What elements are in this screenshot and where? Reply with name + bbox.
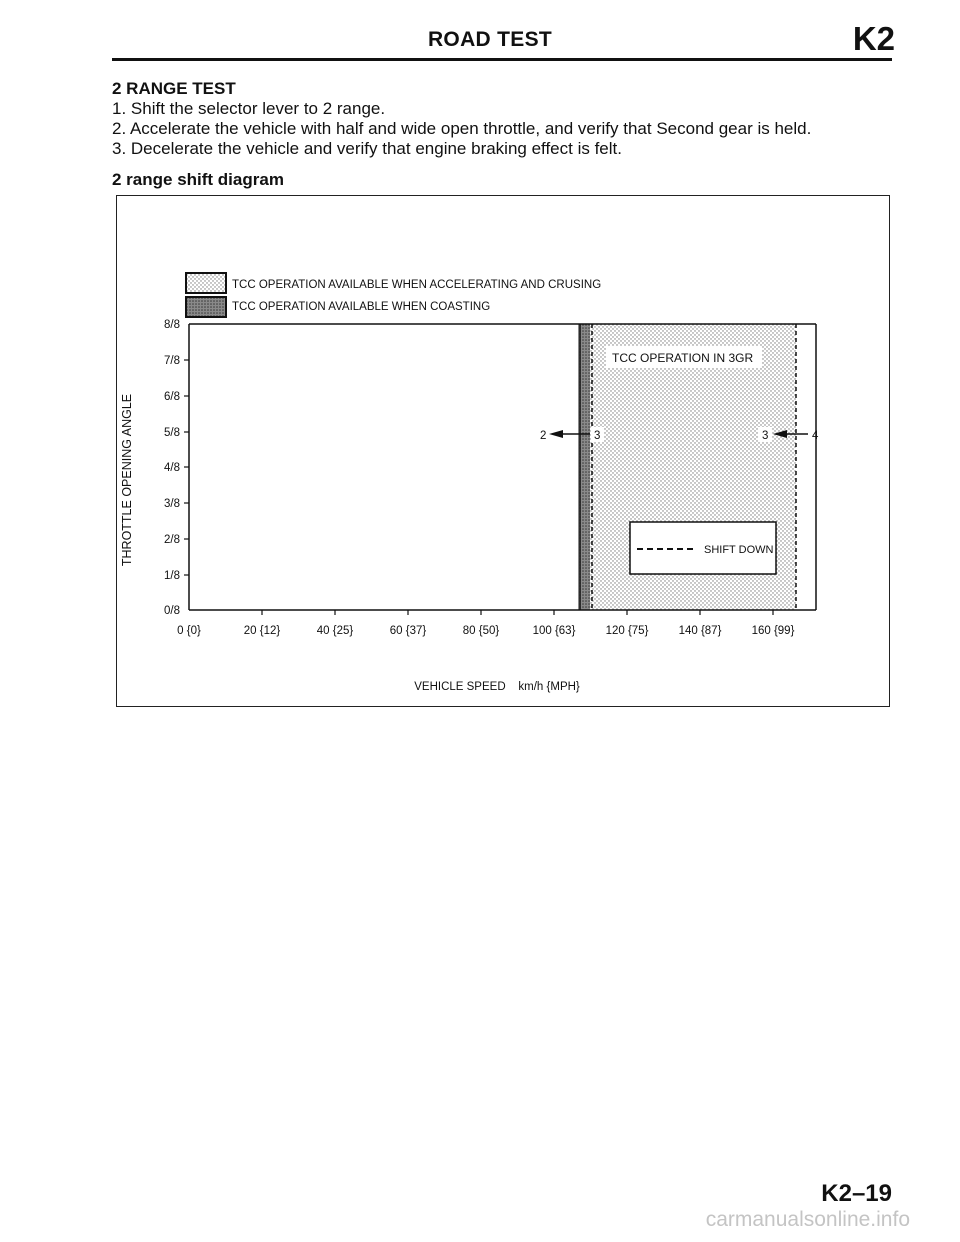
x-tick-label: 20 {12}: [243, 625, 281, 637]
step-2: 2. Accelerate the vehicle with half and wide open throttle, and verify that Second gear is held.: [112, 119, 812, 138]
x-tick-label: 120 {75}: [605, 625, 649, 637]
legend-swatch-accelerating: [186, 273, 226, 293]
x-tick-label: 160 {99}: [751, 625, 795, 637]
shift-down-label: SHIFT DOWN: [704, 544, 774, 556]
marker-gear-2: 2: [540, 430, 547, 442]
watermark: carmanualsonline.info: [705, 1208, 910, 1231]
x-tick-label: 60 {37}: [389, 625, 427, 637]
legend-label-coasting: TCC OPERATION AVAILABLE WHEN COASTING: [232, 301, 491, 313]
x-tick-label: 40 {25}: [316, 625, 354, 637]
marker-gear-3-right: 3: [762, 430, 769, 442]
step-1: 1. Shift the selector lever to 2 range.: [112, 99, 386, 118]
step-3: 3. Decelerate the vehicle and verify that engine braking effect is felt.: [112, 139, 622, 158]
x-tick-label: 0 {0}: [177, 625, 201, 637]
x-tick-label: 140 {87}: [678, 625, 722, 637]
page-title: ROAD TEST: [427, 28, 553, 51]
section-code: K2: [852, 20, 895, 57]
y-tick-label: 1/8: [164, 570, 180, 582]
y-tick-label: 8/8: [164, 319, 180, 331]
y-tick-label: 7/8: [164, 355, 180, 367]
marker-gear-3: 3: [594, 430, 601, 442]
y-tick-label: 2/8: [164, 534, 180, 546]
y-tick-label: 3/8: [164, 498, 180, 510]
section-heading: 2 RANGE TEST: [112, 79, 236, 98]
legend-label-accelerating: TCC OPERATION AVAILABLE WHEN ACCELERATING AND CRUSING: [232, 279, 602, 291]
marker-gear-4: 4: [812, 430, 819, 442]
x-axis-label: VEHICLE SPEED km/h {MPH}: [414, 681, 580, 693]
y-tick-label: 4/8: [164, 462, 180, 474]
y-axis-label: THROTTLE OPENING ANGLE: [120, 393, 134, 567]
x-tick-label: 100 {63}: [532, 625, 576, 637]
diagram-title: 2 range shift diagram: [112, 170, 284, 189]
page-number: K2–19: [821, 1180, 892, 1207]
legend-swatch-coasting: [186, 297, 226, 317]
x-tick-label: 80 {50}: [462, 625, 500, 637]
marker-arrowhead: [549, 430, 563, 438]
tcc-label: TCC OPERATION IN 3GR: [612, 351, 754, 365]
y-tick-label: 0/8: [164, 605, 180, 617]
y-tick-label: 5/8: [164, 427, 180, 439]
y-tick-label: 6/8: [164, 391, 180, 403]
